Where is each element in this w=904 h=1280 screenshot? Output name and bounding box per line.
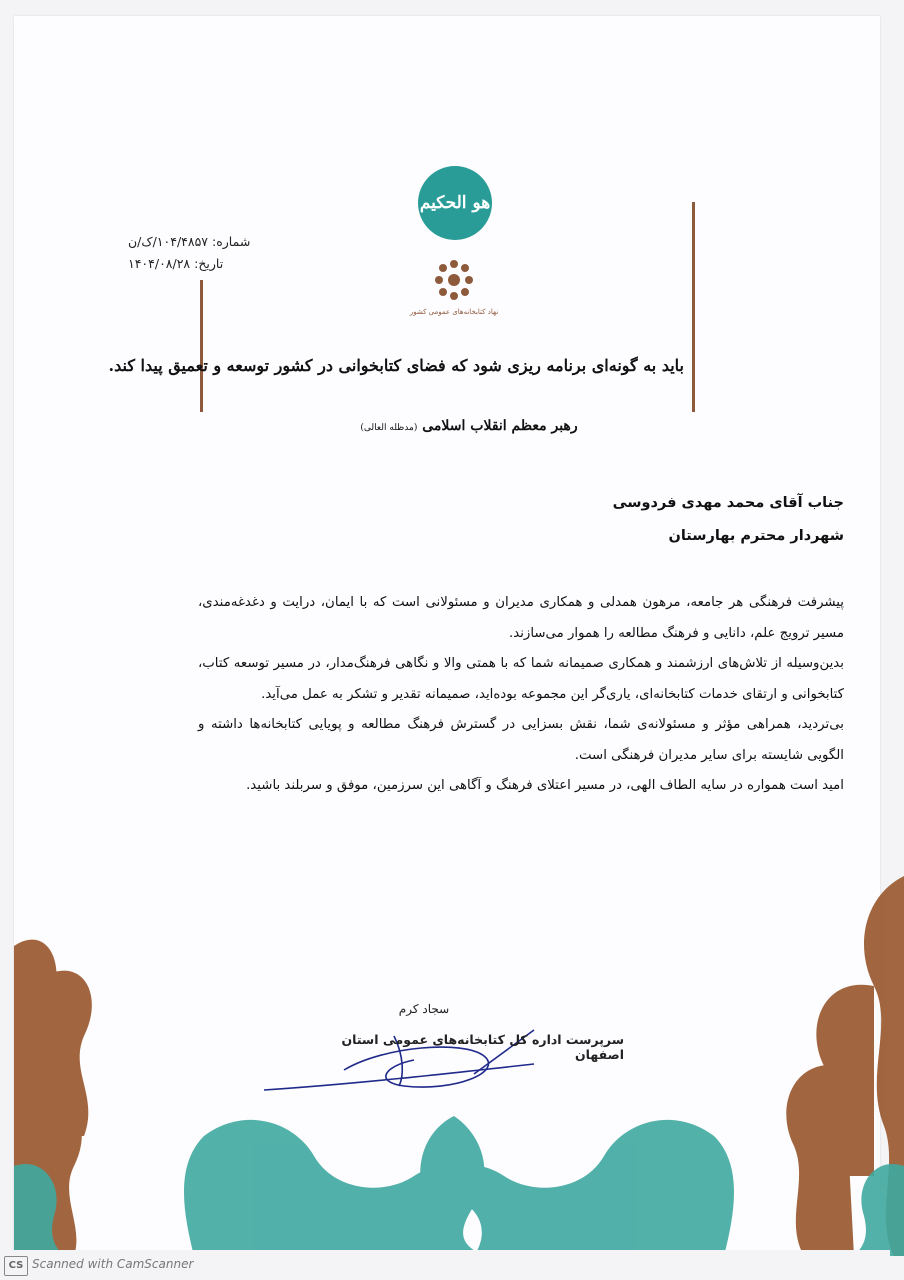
signer-name: سجاد کرم [398,1002,450,1016]
body-paragraph-2: بدین‌وسیله از تلاش‌های ارزشمند و همکاری صمیمانه شما که با همتی والا و نگاهی فرهنگ‌مدار، در مسیر توسعه کتاب، کتابخوانی و ارتقای خدمات کتابخانه‌ای، یاری‌گر این مجموعه بوده‌اید، صمیمانه تقدیر و تشکر به عمل می‌آید. [198,656,844,702]
recipient-name: جناب آقای محمد مهدی فردوسی [612,495,844,511]
body-paragraph-3: بی‌تردید، همراهی مؤثر و مسئولانه‌ی شما، نقش بسزایی در گسترش فرهنگ مطالعه و پویایی کتابخانه‌ها داشته و الگویی شایسته برای سایر مدیران فرهنگی است. [198,717,844,763]
certificate-page [14,16,880,1260]
quote-attribution [254,418,684,434]
letter-number: شماره: ۱۰۴/۴۸۵۷/ک/ن [128,234,251,249]
signer-title: سرپرست اداره کل کتابخانه‌های عمومی استان اصفهان [341,1032,624,1062]
camscanner-badge-icon: CS [4,1256,28,1276]
scanner-footer [0,1250,890,1280]
library-institution-logo [409,254,499,320]
left-divider [200,280,203,412]
logo-caption: نهاد کتابخانه‌های عمومی کشور [409,308,499,316]
letter-meta [128,231,308,275]
letter-body [198,588,844,802]
emblem-text: هو الحکیم [419,193,491,213]
leader-quote: باید به گونه‌ای برنامه ریزی شود که فضای کتابخوانی در کشور توسعه و تعمیق پیدا کند. [108,356,684,375]
attribution-title: رهبر معظم انقلاب اسلامی [422,418,578,434]
camscanner-watermark: Scanned with CamScanner [32,1257,194,1271]
right-divider [692,202,695,412]
recipient-title: شهردار محترم بهارستان [668,528,844,544]
attribution-honorific: (مدظله العالی) [360,423,418,433]
letter-date: تاریخ: ۱۴۰۴/۰۸/۲۸ [128,256,224,271]
body-paragraph-4: امید است همواره در سایه الطاف الهی، در مسیر اعتلای فرهنگ و آگاهی این سرزمین، موفق و سربلند باشید. [246,778,844,793]
body-paragraph-1: پیشرفت فرهنگی هر جامعه، مرهون همدلی و همکاری مدیران و مسئولانی است که با ایمان، درایت و دغدغه‌مندی، مسیر ترویج علم، دانایی و فرهنگ مطالعه را هموار می‌سازند. [198,595,844,641]
hoal-hakim-emblem [418,166,492,240]
